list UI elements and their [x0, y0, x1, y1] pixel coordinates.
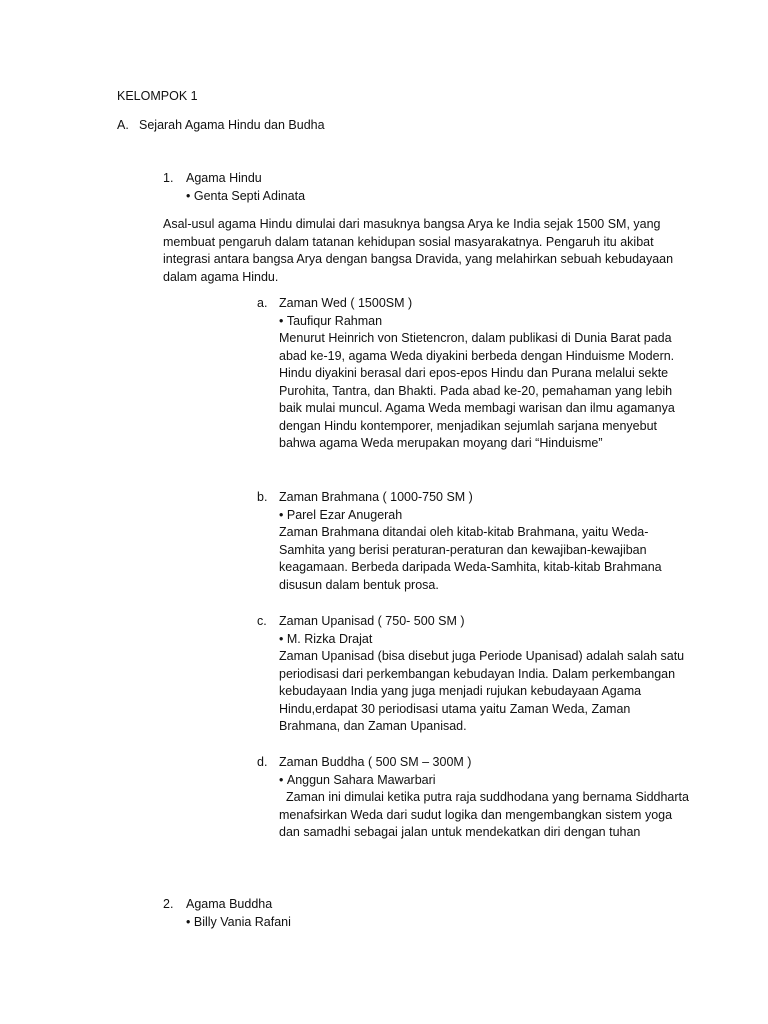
item-1-marker: 1. — [163, 171, 174, 185]
sub-a-title: Zaman Wed ( 1500SM ) — [279, 296, 413, 310]
sub-d-title: Zaman Buddha ( 500 SM – 300M ) — [279, 755, 472, 769]
item-2-title: Agama Buddha — [186, 897, 273, 911]
sub-d-marker: d. — [257, 755, 268, 769]
item-1-intro-paragraph: Asal-usul agama Hindu dimulai dari masuknya bangsa Arya ke India sejak 1500 SM, yang membuat pengaruh dalam tatanan kehidupan sosial masyarakatnya. Pengaruh itu akibat integrasi antara bangsa Arya dengan bangsa Dravida, yang melahirkan sebuah kebudayaan dalam agama Hindu. — [163, 217, 674, 284]
sub-b-author: • Parel Ezar Anugerah — [279, 507, 689, 525]
sub-d-author: • Anggun Sahara Mawarbari — [279, 772, 689, 790]
sub-c-body: Zaman Upanisad (bisa disebut juga Periode Upanisad) adalah salah satu periodisasi dari perkembangan kebudayan India. Dalam perkembangan kebudayaan India yang juga menjadi rujukan kebudayaan Agama Hindu,erdapat 30 periodisasi utama yaitu Zaman Weda, Zaman Brahmana, dan Zaman Upanisad. — [279, 649, 685, 733]
sub-d-body: Zaman ini dimulai ketika putra raja suddhodana yang bernama Siddharta menafsirkan Weda dari sudut logika dan mengembangkan sistem yoga dan samadhi sebagai jalan untuk mendekatkan diri dengan tuhan — [279, 790, 693, 839]
section-a-marker: A. — [117, 118, 129, 132]
item-1-title: Agama Hindu — [186, 171, 262, 185]
item-2-marker: 2. — [163, 897, 174, 911]
sub-b-block — [279, 489, 689, 594]
sub-c-block — [279, 613, 689, 736]
sub-c-author: • M. Rizka Drajat — [279, 631, 689, 649]
sub-a-block — [279, 295, 689, 453]
document-heading: KELOMPOK 1 — [117, 89, 198, 103]
item-2-author: • Billy Vania Rafani — [186, 914, 291, 932]
section-a-title: Sejarah Agama Hindu dan Budha — [139, 118, 325, 132]
sub-c-marker: c. — [257, 614, 267, 628]
sub-a-body: Menurut Heinrich von Stietencron, dalam publikasi di Dunia Barat pada abad ke-19, agama Weda diyakini berbeda dengan Hinduisme Modern. Hindu diyakini berasal dari epos-epos Hindu dan Purana melalui sekte Purohita, Tantra, dan Bhakti. Pada abad ke-20, pemahaman yang lebih baik mulai muncul. Agama Weda membagi warisan dan ilmu agamanya dengan Hindu kontemporer, menjadikan sejumlah sarjana menyebut bahwa agama Weda merupakan moyang dari “Hinduisme” — [279, 331, 675, 450]
sub-a-author: • Taufiqur Rahman — [279, 313, 689, 331]
sub-b-title: Zaman Brahmana ( 1000-750 SM ) — [279, 490, 473, 504]
sub-d-block — [279, 754, 693, 842]
sub-a-marker: a. — [257, 296, 268, 310]
sub-b-marker: b. — [257, 490, 268, 504]
sub-c-title: Zaman Upanisad ( 750- 500 SM ) — [279, 614, 465, 628]
sub-b-body: Zaman Brahmana ditandai oleh kitab-kitab Brahmana, yaitu Weda-Samhita yang berisi peraturan-peraturan dan kewajiban-kewajiban keagamaan. Berbeda daripada Weda-Samhita, kitab-kitab Brahmana disusun dalam bentuk prosa. — [279, 525, 662, 592]
item-1-author: • Genta Septi Adinata — [186, 188, 305, 206]
